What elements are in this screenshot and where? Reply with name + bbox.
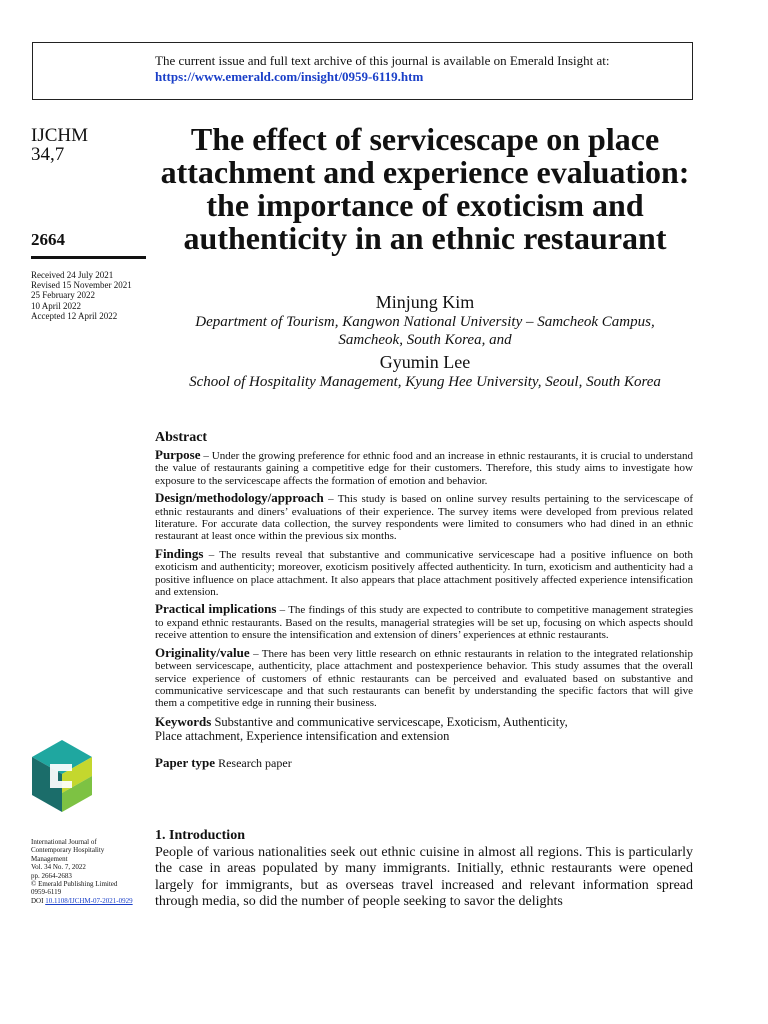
date-revised-2: 25 February 2022 xyxy=(31,290,95,301)
meta-line-1: International Journal of xyxy=(31,838,97,846)
author-1-name: Minjung Kim xyxy=(375,292,475,312)
meta-line-4: Vol. 34 No. 7, 2022 xyxy=(31,863,86,872)
page-number: 2664 xyxy=(31,230,65,249)
findings-text: – The results reveal that substantive and communicative servicescape had a positive influence on both exoticism and authenticity; moreover, exoticism positively affected authenticity. In turn, exoticism and authenticity had a positive influence on place attachment. It also appears that place attachment positively affected experience intensification and extension. xyxy=(155,548,693,599)
doi-label: DOI xyxy=(31,896,44,905)
date-revised-3: 10 April 2022 xyxy=(31,300,82,311)
meta-line-6: © Emerald Publishing Limited xyxy=(31,880,118,889)
introduction-heading: 1. Introduction xyxy=(155,828,245,843)
author-2-affiliation: School of Hospitality Management, Kyung Hee University, Seoul, South Korea xyxy=(189,374,661,390)
doi-link[interactable]: 10.1108/IJCHM-07-2021-0929 xyxy=(45,896,133,905)
abstract-originality xyxy=(155,644,693,710)
introduction-section xyxy=(155,828,693,910)
practical-text: – The findings of this study are expected to contribute to competitive management strategies to expand ethnic restaurants. Based on the results, managerial strategies will be set up, focusing on which aspects should receive attention to ensure the intensification and extension of diners’ experiences at ethnic restaurants. xyxy=(155,604,693,642)
keywords-text-2: Place attachment, Experience intensification and extension xyxy=(155,728,450,743)
date-revised-1: Revised 15 November 2021 xyxy=(31,280,132,291)
introduction-text: People of various nationalities seek out ethnic cuisine in almost all regions. This is particularly the case in areas populated by many immigrants. Initially, ethnic restaurants were opened largely for immigrants, but as overseas travel increased and relevant information spread through media, so did the number of people seeking to savor the delights xyxy=(155,845,693,909)
notice-text: The current issue and full text archive of this journal is available on Emerald Insight at: xyxy=(155,53,610,68)
author-1-affiliation-line-1: Department of Tourism, Kangwon National University – Samcheok Campus, xyxy=(195,314,655,330)
journal-metadata xyxy=(31,838,156,905)
date-accepted: Accepted 12 April 2022 xyxy=(31,310,118,321)
page-number-rule xyxy=(31,256,146,259)
submission-dates xyxy=(31,270,146,321)
meta-line-3: Management xyxy=(31,854,68,863)
paper-type-value: Research paper xyxy=(215,755,292,770)
paper-type xyxy=(155,755,693,771)
originality-label: Originality/value xyxy=(155,644,250,660)
purpose-label: Purpose xyxy=(155,447,201,462)
author-block xyxy=(160,291,690,391)
keywords xyxy=(155,715,693,743)
author-2-name: Gyumin Lee xyxy=(379,352,471,372)
author-1-affiliation-line-2: Samcheok, South Korea, and xyxy=(338,332,512,348)
abstract-findings xyxy=(155,545,693,599)
journal-abbreviation xyxy=(31,126,146,164)
abstract-purpose xyxy=(155,449,693,487)
journal-notice-box xyxy=(32,42,693,100)
paper-type-label: Paper type xyxy=(155,754,216,770)
journal-archive-link[interactable]: https://www.emerald.com/insight/0959-6119.htm xyxy=(155,69,424,84)
meta-line-7: 0959-6119 xyxy=(31,888,62,897)
abstract-heading: Abstract xyxy=(155,430,208,445)
journal-abbr-text: IJCHM xyxy=(31,125,89,146)
article-title: The effect of servicescape on place attachment and experience evaluation: the importance of exoticism and authenticity in an ethnic restaurant xyxy=(160,121,690,256)
volume-issue: 34,7 xyxy=(31,144,65,165)
originality-text: – There has been very little research on ethnic restaurants in relation to the integrated relationship between servicescape, authenticity, place attachment and postexperience behavior. This study assumes that the overall service experience of customers of ethnic restaurants can be perceived and evaluated based on substantive and communicative servicescape and that such restaurants can benefit by understanding the specific factors that will give them a competitive edge in running their business. xyxy=(155,647,693,710)
meta-line-5: pp. 2664-2683 xyxy=(31,871,72,880)
abstract-section xyxy=(155,430,693,771)
purpose-text: – Under the growing preference for ethnic food and an increase in ethnic restaurants, it is crucial to understand the value of restaurants gaining a competitive edge for their customers. Therefore, this study aims to investigate how exposure to the servicescape affects the formation of emotion and behavior. xyxy=(155,450,693,487)
findings-label: Findings xyxy=(155,545,204,561)
design-text: – This study is based on online survey results pertaining to the servicescape of ethnic restaurants and diners’ evaluations of their experience. The survey items were developed from previous related literature. For accurate data collection, the survey respondents were limited to consumers who had dined in an ethnic restaurant at least once within the previous six months. xyxy=(155,493,693,543)
meta-line-2: Contemporary Hospitality xyxy=(31,846,105,855)
design-label: Design/methodology/approach xyxy=(155,490,324,506)
practical-label: Practical implications xyxy=(155,601,277,617)
abstract-practical xyxy=(155,603,693,641)
doi-line xyxy=(31,897,156,905)
abstract-design xyxy=(155,492,693,543)
emerald-logo-icon xyxy=(30,740,94,812)
keywords-text-1: Substantive and communicative servicescape, Exoticism, Authenticity, xyxy=(211,714,568,729)
keywords-label: Keywords xyxy=(155,713,212,729)
notice-text-block xyxy=(155,53,610,85)
date-received: Received 24 July 2021 xyxy=(31,270,114,280)
keywords-line-1 xyxy=(155,715,693,729)
